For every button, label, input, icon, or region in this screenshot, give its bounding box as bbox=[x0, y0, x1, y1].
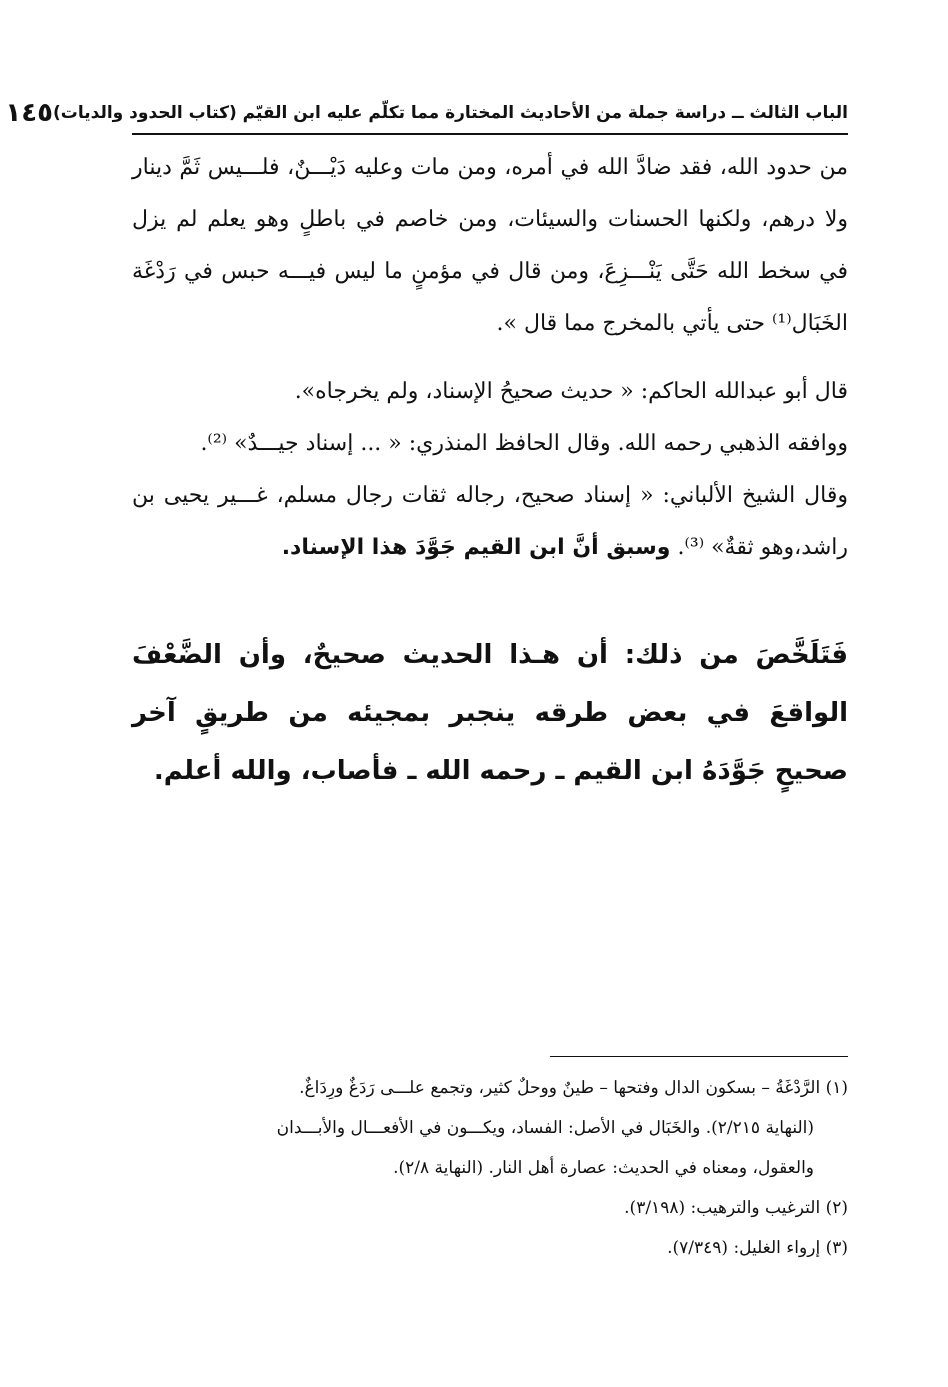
chapter-title: الباب الثالث ــ دراسة جملة من الأحاديث المختارة مما تكلّم عليه ابن القيّم (كتاب الحدود والديات) bbox=[53, 103, 848, 123]
grading-paragraph bbox=[132, 366, 848, 574]
footnote-1-continued: (النهاية ٢/٢١٥). والخَبَال في الأصل: الفساد، ويكـــون في الأفعـــال والأبـــدان bbox=[276, 1118, 814, 1138]
footnote-1-continued-2: والعقول، ومعناه في الحديث: عصارة أهل النار. (النهاية ٢/٨). bbox=[393, 1158, 814, 1178]
footnotes bbox=[132, 1068, 848, 1268]
footnote-2: (٢) الترغيب والترهيب: (٣/١٩٨). bbox=[624, 1198, 848, 1218]
header-divider bbox=[132, 133, 848, 135]
footnote-1: (١) الرَّدْغَةُ – بسكون الدال وفتحها – طينٌ ووحلٌ كثير، وتجمع علـــى رَدَغٌ ورِدَاغٌ. bbox=[299, 1078, 848, 1098]
running-header bbox=[5, 96, 848, 130]
conclusion-paragraph: فَتَلَخَّصَ من ذلك: أن هـذا الحديث صحيحٌ، وأن الضَّعْفَ الواقعَ في بعض طرقه ينجبر بمجيئه من طريقٍ آخر صحيحٍ جَوَّدَهُ ابن القيم ـ رحمه الله ـ فأصاب، والله أعلم. bbox=[132, 640, 848, 786]
grading-ibn-qayyim: وسبق أنَّ ابن القيم جَوَّدَ هذا الإسناد. bbox=[281, 535, 671, 560]
footnote-3: (٣) إرواء الغليل: (٧/٣٤٩). bbox=[667, 1238, 848, 1258]
grading-mundhiri: ووافقه الذهبي رحمه الله. وقال الحافظ المنذري: « ... إسناد جيـــدٌ» ⁽²⁾. bbox=[200, 431, 848, 456]
grading-albani: وقال الشيخ الألباني: « إسناد صحيح، رجاله ثقات رجال مسلم، غـــير يحيى بن راشد،وهو ثقةٌ» ⁽³⁾. bbox=[132, 483, 848, 560]
hadith-paragraph: من حدود الله، فقد ضادَّ الله في أمره، ومن مات وعليه دَيْـــنٌ، فلـــيس ثَمَّ دينار ولا درهم، ولكنها الحسنات والسيئات، ومن خاصم في باطلٍ وهو يعلم لم يزل في سخط الله حَتَّى يَنْـــزِعَ، ومن قال في مؤمنٍ ما ليس فيـــه حبس في رَدْغَة الخَبَال⁽¹⁾ حتى يأتي بالمخرج مما قال ». bbox=[132, 155, 848, 336]
page-number: ١٤٥ bbox=[5, 98, 54, 128]
footnote-divider bbox=[550, 1056, 848, 1057]
grading-hakim: قال أبو عبدالله الحاكم: « حديث صحيحُ الإسناد، ولم يخرجاه». bbox=[294, 379, 848, 404]
